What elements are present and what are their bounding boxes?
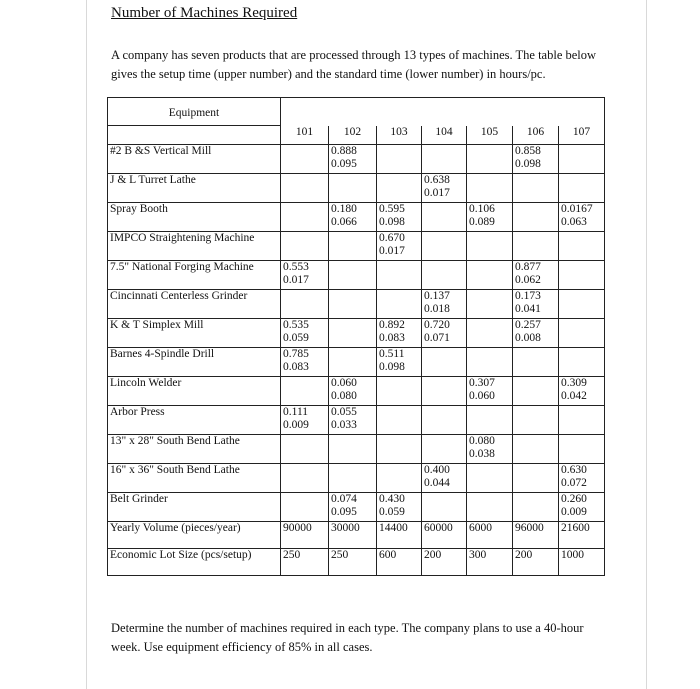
economic-lot-value: 600 <box>377 549 422 576</box>
time-cell <box>377 406 422 435</box>
time-cell <box>422 464 467 493</box>
equipment-row <box>108 174 605 203</box>
setup-time: 0.720 <box>424 319 450 331</box>
time-cell <box>513 348 559 377</box>
setup-time: 0.074 <box>331 493 357 505</box>
time-cell <box>467 406 513 435</box>
equipment-row <box>108 377 605 406</box>
standard-time: 0.060 <box>469 390 495 402</box>
equipment-row <box>108 406 605 435</box>
time-cell <box>513 290 559 319</box>
time-cell <box>513 261 559 290</box>
yearly-volume-value: 6000 <box>467 522 513 549</box>
standard-time: 0.059 <box>379 506 405 518</box>
equipment-name: #2 B &S Vertical Mill <box>108 145 281 174</box>
summary-rows <box>108 522 605 576</box>
time-cell <box>329 406 377 435</box>
time-cell <box>422 435 467 464</box>
product-header: 106 <box>513 126 559 145</box>
time-cell <box>559 261 605 290</box>
product-header: 104 <box>422 126 467 145</box>
equipment-name: 16" x 36" South Bend Lathe <box>108 464 281 493</box>
economic-lot-value: 250 <box>281 549 329 576</box>
time-cell <box>513 464 559 493</box>
page-left-edge <box>86 0 87 689</box>
time-cell <box>513 493 559 522</box>
standard-time: 0.066 <box>331 216 357 228</box>
standard-time: 0.072 <box>561 477 587 489</box>
time-cell <box>513 435 559 464</box>
time-cell <box>281 203 329 232</box>
setup-time: 0.595 <box>379 203 405 215</box>
time-cell <box>422 261 467 290</box>
time-cell <box>281 290 329 319</box>
yearly-volume-value: 60000 <box>422 522 467 549</box>
setup-time: 0.137 <box>424 290 450 302</box>
time-cell <box>422 290 467 319</box>
standard-time: 0.018 <box>424 303 450 315</box>
yearly-volume-value: 90000 <box>281 522 329 549</box>
time-cell <box>329 348 377 377</box>
time-cell <box>281 232 329 261</box>
time-cell <box>281 406 329 435</box>
equipment-name: Lincoln Welder <box>108 377 281 406</box>
economic-lot-value: 300 <box>467 549 513 576</box>
standard-time: 0.071 <box>424 332 450 344</box>
time-cell <box>329 261 377 290</box>
time-cell <box>467 348 513 377</box>
time-cell <box>559 232 605 261</box>
time-cell <box>329 435 377 464</box>
equipment-name: Spray Booth <box>108 203 281 232</box>
setup-time: 0.111 <box>283 406 309 418</box>
product-header: 102 <box>329 126 377 145</box>
setup-time: 0.785 <box>283 348 309 360</box>
equipment-name: K & T Simplex Mill <box>108 319 281 348</box>
equipment-name: 7.5" National Forging Machine <box>108 261 281 290</box>
equipment-name: J & L Turret Lathe <box>108 174 281 203</box>
equipment-row <box>108 261 605 290</box>
standard-time: 0.041 <box>515 303 541 315</box>
time-cell <box>422 406 467 435</box>
standard-time: 0.017 <box>424 187 450 199</box>
time-cell <box>559 377 605 406</box>
setup-time: 0.892 <box>379 319 405 331</box>
time-cell <box>281 145 329 174</box>
time-cell <box>559 348 605 377</box>
standard-time: 0.033 <box>331 419 357 431</box>
equipment-name: Belt Grinder <box>108 493 281 522</box>
standard-time: 0.062 <box>515 274 541 286</box>
time-cell <box>329 203 377 232</box>
time-cell <box>559 174 605 203</box>
economic-lot-value: 200 <box>513 549 559 576</box>
product-header: 103 <box>377 126 422 145</box>
setup-time: 0.858 <box>515 145 541 157</box>
product-header-row <box>108 126 605 145</box>
standard-time: 0.083 <box>379 332 405 344</box>
time-cell <box>422 145 467 174</box>
economic-lot-value: 250 <box>329 549 377 576</box>
setup-time: 0.309 <box>561 377 587 389</box>
setup-time: 0.638 <box>424 174 450 186</box>
time-cell <box>559 435 605 464</box>
equipment-row <box>108 435 605 464</box>
standard-time: 0.042 <box>561 390 587 402</box>
time-cell <box>377 435 422 464</box>
setup-time: 0.630 <box>561 464 587 476</box>
setup-time: 0.670 <box>379 232 405 244</box>
yearly-volume-label: Yearly Volume (pieces/year) <box>108 522 281 549</box>
time-cell <box>377 464 422 493</box>
equipment-name: Barnes 4-Spindle Drill <box>108 348 281 377</box>
setup-time: 0.257 <box>515 319 541 331</box>
intro-paragraph: A company has seven products that are processed through 13 types of machines. The table below gives the setup time (upper number) and the standard time (lower number) in hours/pc. <box>111 48 597 81</box>
time-cell <box>559 290 605 319</box>
standard-time: 0.083 <box>283 361 309 373</box>
setup-time: 0.400 <box>424 464 450 476</box>
setup-time: 0.535 <box>283 319 309 331</box>
time-cell <box>377 493 422 522</box>
time-cell <box>467 232 513 261</box>
time-cell <box>513 377 559 406</box>
time-cell <box>559 203 605 232</box>
time-cell <box>513 406 559 435</box>
time-cell <box>559 493 605 522</box>
standard-time: 0.044 <box>424 477 450 489</box>
time-cell <box>467 290 513 319</box>
page-title: Number of Machines Required <box>111 5 298 21</box>
economic-lot-value: 200 <box>422 549 467 576</box>
equipment-row <box>108 145 605 174</box>
yearly-volume-value: 96000 <box>513 522 559 549</box>
page-right-edge <box>646 0 647 689</box>
setup-time: 0.106 <box>469 203 495 215</box>
time-cell <box>467 319 513 348</box>
standard-time: 0.009 <box>283 419 309 431</box>
time-cell <box>377 261 422 290</box>
economic-lot-row <box>108 549 605 576</box>
product-header: 101 <box>281 126 329 145</box>
time-cell <box>467 464 513 493</box>
equipment-row <box>108 348 605 377</box>
equipment-name: Arbor Press <box>108 406 281 435</box>
time-cell <box>281 319 329 348</box>
standard-time: 0.095 <box>331 506 357 518</box>
time-cell <box>329 232 377 261</box>
setup-time: 0.307 <box>469 377 495 389</box>
machine-time-table <box>107 97 605 576</box>
setup-time: 0.060 <box>331 377 357 389</box>
time-cell <box>422 203 467 232</box>
time-cell <box>377 145 422 174</box>
time-cell <box>377 290 422 319</box>
equipment-header: Equipment <box>108 98 281 126</box>
time-cell <box>281 464 329 493</box>
standard-time: 0.017 <box>379 245 405 257</box>
setup-time: 0.260 <box>561 493 587 505</box>
standard-time: 0.098 <box>515 158 541 170</box>
equipment-header-spacer <box>108 126 281 145</box>
time-cell <box>377 348 422 377</box>
time-cell <box>377 377 422 406</box>
standard-time: 0.089 <box>469 216 495 228</box>
setup-time: 0.511 <box>379 348 405 360</box>
time-cell <box>281 377 329 406</box>
equipment-name: 13" x 28" South Bend Lathe <box>108 435 281 464</box>
yearly-volume-value: 21600 <box>559 522 605 549</box>
product-header: 107 <box>559 126 605 145</box>
product-header: 105 <box>467 126 513 145</box>
time-cell <box>513 174 559 203</box>
equipment-row <box>108 290 605 319</box>
standard-time: 0.063 <box>561 216 587 228</box>
setup-time: 0.080 <box>469 435 495 447</box>
time-cell <box>559 145 605 174</box>
setup-time: 0.055 <box>331 406 357 418</box>
economic-lot-label: Economic Lot Size (pcs/setup) <box>108 549 281 576</box>
time-cell <box>467 261 513 290</box>
time-cell <box>329 174 377 203</box>
time-cell <box>329 464 377 493</box>
time-cell <box>513 319 559 348</box>
time-cell <box>467 174 513 203</box>
equipment-row <box>108 464 605 493</box>
time-cell <box>422 377 467 406</box>
product-header-band <box>281 98 605 126</box>
setup-time: 0.430 <box>379 493 405 505</box>
time-cell <box>467 493 513 522</box>
setup-time: 0.173 <box>515 290 541 302</box>
time-cell <box>281 174 329 203</box>
time-cell <box>467 203 513 232</box>
time-cell <box>467 145 513 174</box>
time-cell <box>329 319 377 348</box>
closing-paragraph: Determine the number of machines required in each type. The company plans to use a 40-hour week. Use equipment efficiency of 85% in all cases. <box>111 621 584 654</box>
standard-time: 0.009 <box>561 506 587 518</box>
time-cell <box>513 203 559 232</box>
equipment-row <box>108 232 605 261</box>
time-cell <box>329 290 377 319</box>
standard-time: 0.008 <box>515 332 541 344</box>
time-cell <box>329 493 377 522</box>
time-cell <box>329 377 377 406</box>
time-cell <box>329 145 377 174</box>
time-cell <box>281 493 329 522</box>
yearly-volume-row <box>108 522 605 549</box>
equipment-row <box>108 203 605 232</box>
time-cell <box>281 348 329 377</box>
standard-time: 0.098 <box>379 361 405 373</box>
time-cell <box>377 174 422 203</box>
time-cell <box>422 174 467 203</box>
time-cell <box>422 319 467 348</box>
setup-time: 0.888 <box>331 145 357 157</box>
standard-time: 0.095 <box>331 158 357 170</box>
time-cell <box>422 232 467 261</box>
time-cell <box>422 348 467 377</box>
equipment-row <box>108 493 605 522</box>
time-cell <box>513 232 559 261</box>
equipment-rows <box>108 145 605 522</box>
standard-time: 0.059 <box>283 332 309 344</box>
time-cell <box>377 203 422 232</box>
time-cell <box>281 435 329 464</box>
equipment-name: Cincinnati Centerless Grinder <box>108 290 281 319</box>
yearly-volume-value: 30000 <box>329 522 377 549</box>
time-cell <box>467 435 513 464</box>
time-cell <box>559 319 605 348</box>
time-cell <box>281 261 329 290</box>
standard-time: 0.038 <box>469 448 495 460</box>
time-cell <box>422 493 467 522</box>
equipment-name: IMPCO Straightening Machine <box>108 232 281 261</box>
setup-time: 0.553 <box>283 261 309 273</box>
standard-time: 0.080 <box>331 390 357 402</box>
time-cell <box>377 319 422 348</box>
setup-time: 0.877 <box>515 261 541 273</box>
time-cell <box>377 232 422 261</box>
time-cell <box>559 406 605 435</box>
yearly-volume-value: 14400 <box>377 522 422 549</box>
setup-time: 0.180 <box>331 203 357 215</box>
setup-time: 0.0167 <box>561 203 593 215</box>
time-cell <box>467 377 513 406</box>
economic-lot-value: 1000 <box>559 549 605 576</box>
time-cell <box>513 145 559 174</box>
time-cell <box>559 464 605 493</box>
standard-time: 0.017 <box>283 274 309 286</box>
equipment-row <box>108 319 605 348</box>
standard-time: 0.098 <box>379 216 405 228</box>
